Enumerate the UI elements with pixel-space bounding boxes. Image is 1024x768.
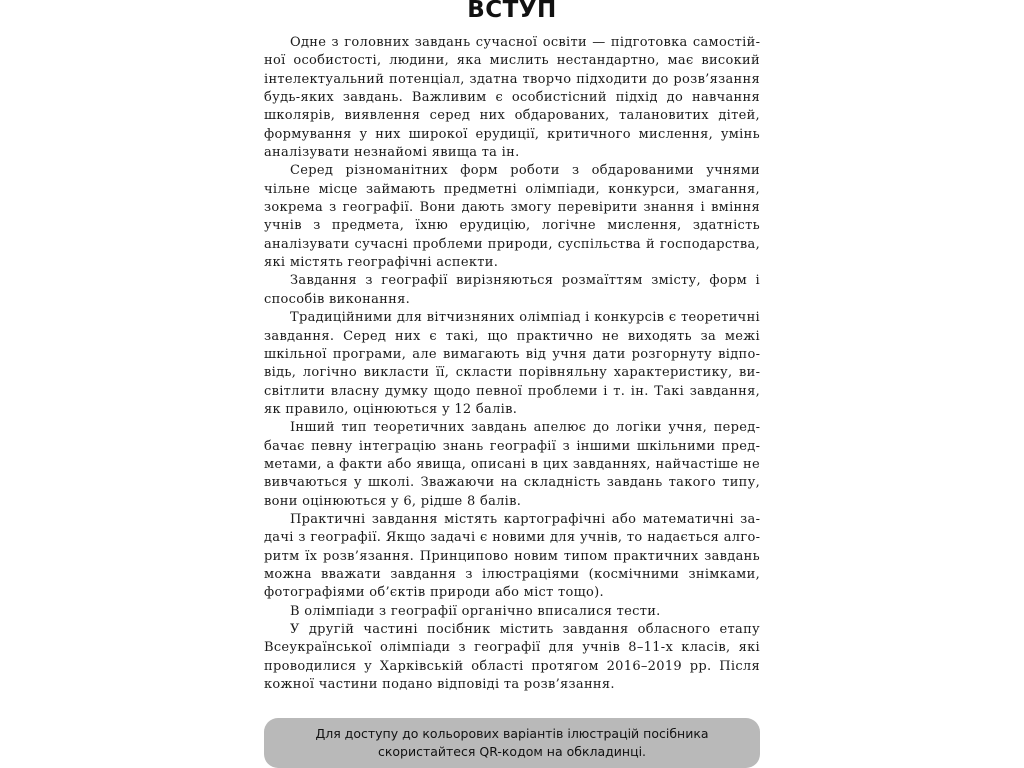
intro-text [264, 34, 760, 694]
paragraph-2: Серед різноманітних форм роботи з обдарованими учнями чільне місце займають предметні олімпіади, конкурси, змагання, зокрема з географії. Вони дають змогу перевірити знання і вміння учнів з предмета, їхню ерудицію, логічне мислення, здатність аналізувати сучасні проблеми природи, суспільства й господарства, які містять географічні аспекти. [264, 163, 760, 271]
paragraph-3: Завдання з географії вирізняються розмаїттям змісту, форм і способів виконання. [264, 273, 760, 307]
paragraph-6: Практичні завдання містять картографічні або математичні задачі з географії. Якщо задачі є новими для учнів, то надається алгоритм їх розв’язання. Принципово новим типом практичних завдань можна вважати завдання з ілюстраціями (космічними знімками, фотографіями об’єктів природи або міст тощо). [264, 511, 760, 601]
paragraph-8: У другій частині посібник містить завдання обласного етапу Всеукраїнської олімпіади з географії для учнів 8–11-х класів, які проводилися у Харківській області протягом 2016–2019 рр. Після кожної частини подано відповіді та розв’язання. [264, 622, 760, 693]
paragraph-5: Інший тип теоретичних завдань апелює до логіки учня, передбачає певну інтеграцію знань географії з іншими шкільними предметами, а факти або явища, описані в цих завданнях, найчастіше не вивчаються у школі. Зважаючи на складність завдань такого типу, вони оцінюються у 6, рідше 8 балів. [264, 420, 760, 509]
qr-notice-box [264, 718, 760, 768]
paragraph-1: Одне з головних завдань сучасної освіти — підготовка самостійної особистості, людини, яка мислить нестандартно, має високий інтелектуальний потенціал, здатна творчо підходити до розв’язання будь-яких завдань. Важливим є особистісний підхід до навчання школярів, виявлення серед них обдарованих, талановитих дітей, формування у них широкої ерудиції, критичного мислення, умінь аналізувати незнайомі явища та ін. [264, 35, 760, 161]
paragraph-4: Традиційними для вітчизняних олімпіад і конкурсів є теоретичні завдання. Серед них є такі, що практично не виходять за межі шкільної програми, але вимагають від учня дати розгорнуту відповідь, логічно викласти її, скласти порівняльну характеристику, висвітлити власну думку щодо певної проблеми і т. ін. Такі завдання, як правило, оцінюються у 12 балів. [264, 310, 760, 417]
notice-line-2: скористайтеся QR-кодом на обкладинці. [377, 744, 647, 759]
notice-line-1: Для доступу до кольорових варіантів ілюстрацій посібника [315, 726, 709, 741]
page-title: ВСТУП [467, 0, 557, 23]
paragraph-7: В олімпіади з географії органічно вписалися тести. [290, 603, 661, 619]
